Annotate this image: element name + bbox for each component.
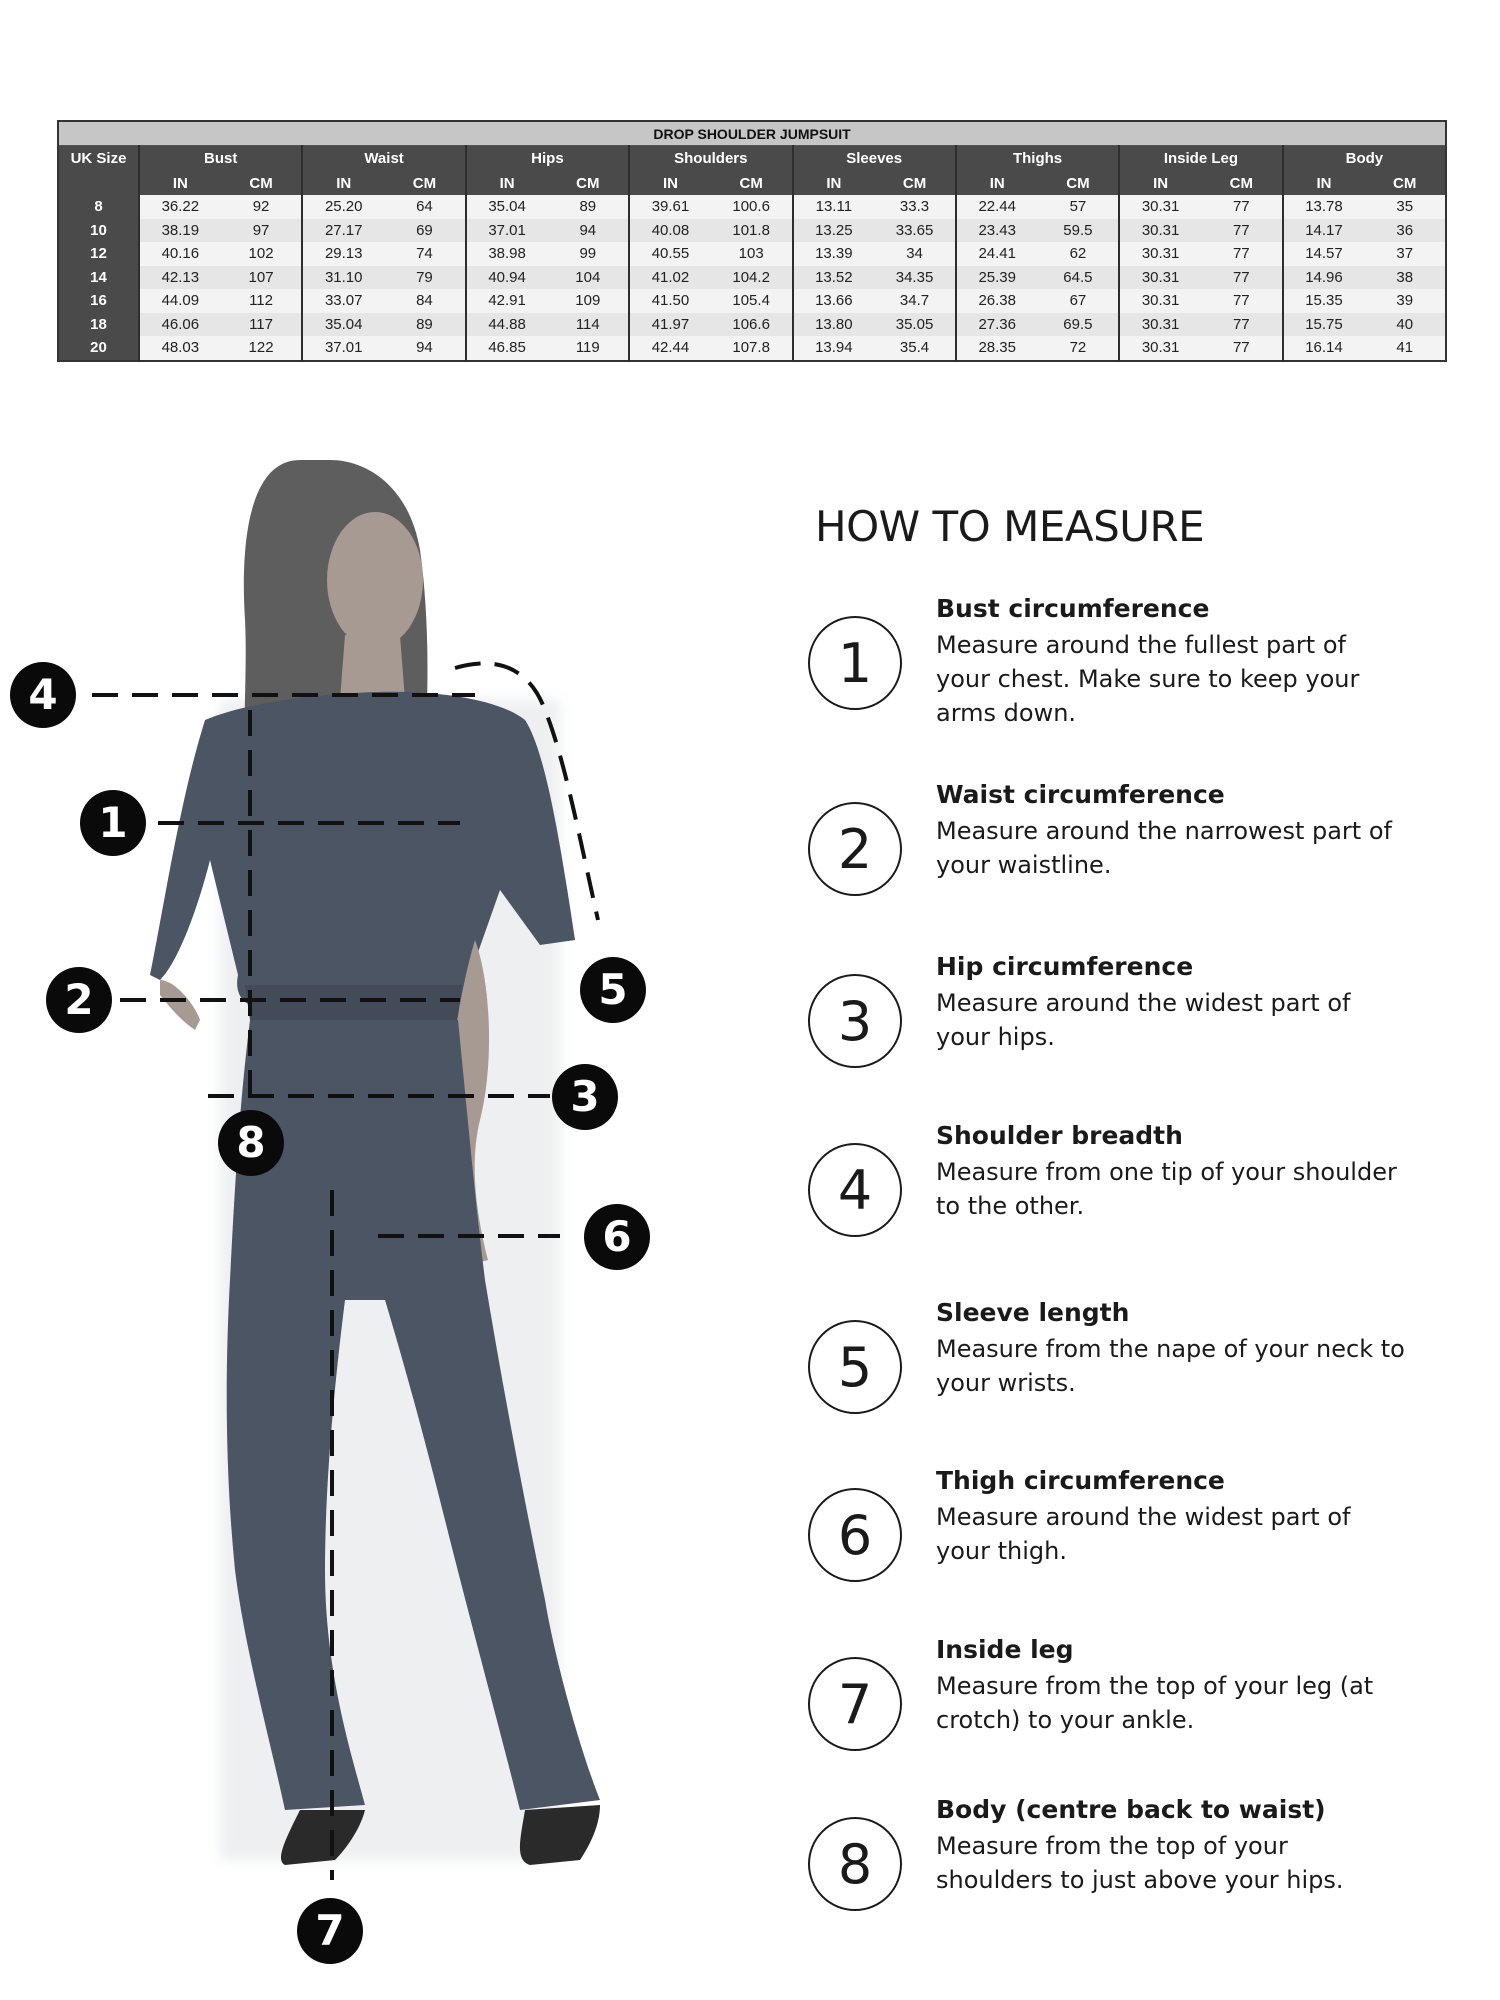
measurement-cell: 37.01 — [466, 219, 548, 243]
step-description: Measure around the widest part of your hips. — [936, 989, 1351, 1051]
step-description: Measure from one tip of your shoulder to the other. — [936, 1158, 1397, 1220]
step-number-circle: 3 — [808, 974, 902, 1068]
shoulders-header: Shoulders — [629, 146, 792, 172]
table-row — [58, 313, 1446, 337]
measurement-cell: 101.8 — [711, 219, 793, 243]
measurement-cell: 36 — [1364, 219, 1446, 243]
unit-header-cm: CM — [221, 171, 303, 195]
measurement-cell: 34.35 — [874, 266, 956, 290]
measurement-cell: 46.06 — [139, 313, 221, 337]
measurement-cell: 42.91 — [466, 289, 548, 313]
measurement-cell: 48.03 — [139, 336, 221, 361]
measurement-cell: 74 — [384, 242, 466, 266]
size-cell: 20 — [58, 336, 139, 361]
measurement-cell: 77 — [1201, 289, 1283, 313]
measurement-cell: 44.88 — [466, 313, 548, 337]
table-row — [58, 289, 1446, 313]
measurement-cell: 30.31 — [1119, 195, 1201, 219]
measurement-cell: 13.39 — [793, 242, 875, 266]
table-row — [58, 195, 1446, 219]
measurement-cell: 34.7 — [874, 289, 956, 313]
measurement-cell: 94 — [547, 219, 629, 243]
step-number-circle: 7 — [808, 1657, 902, 1751]
size-cell: 10 — [58, 219, 139, 243]
face-shape — [327, 512, 423, 648]
measurement-cell: 92 — [221, 195, 303, 219]
step-description: Measure from the top of your shoulders to just above your hips. — [936, 1832, 1344, 1894]
measurement-cell: 33.65 — [874, 219, 956, 243]
unit-header-cm: CM — [1364, 171, 1446, 195]
table-title: DROP SHOULDER JUMPSUIT — [58, 121, 1446, 146]
measurement-cell: 40 — [1364, 313, 1446, 337]
measurement-cell: 42.44 — [629, 336, 711, 361]
measurement-cell: 62 — [1038, 242, 1120, 266]
step-number-circle: 6 — [808, 1488, 902, 1582]
measurement-cell: 38 — [1364, 266, 1446, 290]
step-number-circle: 2 — [808, 802, 902, 896]
measurement-cell: 30.31 — [1119, 289, 1201, 313]
unit-header-cm: CM — [1038, 171, 1120, 195]
measurement-cell: 38.19 — [139, 219, 221, 243]
unit-header-cm: CM — [384, 171, 466, 195]
step-number-circle: 8 — [808, 1817, 902, 1911]
step-heading: Waist circumference — [936, 780, 1225, 809]
measurement-cell: 72 — [1038, 336, 1120, 361]
measurement-cell: 107.8 — [711, 336, 793, 361]
measurement-cell: 35.05 — [874, 313, 956, 337]
measurement-cell: 69.5 — [1038, 313, 1120, 337]
measurement-cell: 69 — [384, 219, 466, 243]
marker-1: 1 — [80, 790, 146, 856]
step-number-circle: 1 — [808, 616, 902, 710]
measurement-cell: 23.43 — [956, 219, 1038, 243]
measurement-cell: 27.17 — [302, 219, 384, 243]
measurement-cell: 40.94 — [466, 266, 548, 290]
unit-header-cm: CM — [874, 171, 956, 195]
measurement-cell: 41.97 — [629, 313, 711, 337]
waist-header: Waist — [302, 146, 465, 172]
measurement-cell: 114 — [547, 313, 629, 337]
measurement-cell: 77 — [1201, 219, 1283, 243]
measurement-cell: 104.2 — [711, 266, 793, 290]
uk-size-header: UK Size — [58, 146, 139, 172]
measurement-cell: 103 — [711, 242, 793, 266]
measurement-cell: 99 — [547, 242, 629, 266]
measurement-cell: 36.22 — [139, 195, 221, 219]
measurement-cell: 14.57 — [1283, 242, 1365, 266]
measurement-cell: 97 — [221, 219, 303, 243]
measurement-cell: 77 — [1201, 313, 1283, 337]
measurement-cell: 13.80 — [793, 313, 875, 337]
sleeves-header: Sleeves — [793, 146, 956, 172]
measurement-cell: 100.6 — [711, 195, 793, 219]
measurement-cell: 46.85 — [466, 336, 548, 361]
size-cell: 18 — [58, 313, 139, 337]
step-heading: Body (centre back to waist) — [936, 1795, 1326, 1824]
measurement-cell: 77 — [1201, 242, 1283, 266]
measurement-cell: 22.44 — [956, 195, 1038, 219]
measurement-cell: 34 — [874, 242, 956, 266]
size-cell: 8 — [58, 195, 139, 219]
measurement-cell: 15.35 — [1283, 289, 1365, 313]
measurement-cell: 77 — [1201, 336, 1283, 361]
thighs-header: Thighs — [956, 146, 1119, 172]
measurement-cell: 67 — [1038, 289, 1120, 313]
measurement-cell: 27.36 — [956, 313, 1038, 337]
measurement-cell: 26.38 — [956, 289, 1038, 313]
measurement-cell: 119 — [547, 336, 629, 361]
measurement-cell: 33.07 — [302, 289, 384, 313]
unit-header-cm: CM — [1201, 171, 1283, 195]
measurement-cell: 109 — [547, 289, 629, 313]
measurement-cell: 30.31 — [1119, 242, 1201, 266]
measurement-cell: 40.08 — [629, 219, 711, 243]
step-description: Measure from the top of your leg (at crotch) to your ankle. — [936, 1672, 1374, 1734]
measurement-cell: 38.98 — [466, 242, 548, 266]
measurement-cell: 30.31 — [1119, 336, 1201, 361]
measurement-cell: 40.55 — [629, 242, 711, 266]
step-heading: Thigh circumference — [936, 1466, 1225, 1495]
measurement-cell: 13.11 — [793, 195, 875, 219]
table-row — [58, 219, 1446, 243]
measurement-cell: 57 — [1038, 195, 1120, 219]
measurement-cell: 77 — [1201, 266, 1283, 290]
how-to-measure-title: HOW TO MEASURE — [815, 502, 1205, 551]
measurement-cell: 33.3 — [874, 195, 956, 219]
measurement-cell: 14.17 — [1283, 219, 1365, 243]
measurement-cell: 39.61 — [629, 195, 711, 219]
measurement-cell: 64.5 — [1038, 266, 1120, 290]
step-number-circle: 5 — [808, 1320, 902, 1414]
measurement-cell: 30.31 — [1119, 219, 1201, 243]
measurement-cell: 41.02 — [629, 266, 711, 290]
measurement-cell: 13.66 — [793, 289, 875, 313]
marker-8: 8 — [218, 1110, 284, 1176]
unit-header-in: IN — [466, 171, 548, 195]
measurement-cell: 31.10 — [302, 266, 384, 290]
measurement-cell: 41 — [1364, 336, 1446, 361]
measurement-cell: 13.52 — [793, 266, 875, 290]
measurement-cell: 24.41 — [956, 242, 1038, 266]
step-number-circle: 4 — [808, 1143, 902, 1237]
measurement-cell: 94 — [384, 336, 466, 361]
unit-header-in: IN — [793, 171, 875, 195]
measurement-cell: 79 — [384, 266, 466, 290]
body-header: Body — [1283, 146, 1446, 172]
measurement-cell: 77 — [1201, 195, 1283, 219]
step-heading: Hip circumference — [936, 952, 1194, 981]
table-row — [58, 242, 1446, 266]
step-description: Measure around the narrowest part of your waistline. — [936, 817, 1392, 879]
measurement-cell: 105.4 — [711, 289, 793, 313]
measurement-cell: 41.50 — [629, 289, 711, 313]
marker-6: 6 — [584, 1204, 650, 1270]
table-row — [58, 266, 1446, 290]
measurement-cell: 13.78 — [1283, 195, 1365, 219]
unit-header-in: IN — [302, 171, 384, 195]
measurement-cell: 28.35 — [956, 336, 1038, 361]
size-table-body — [58, 195, 1446, 361]
measurement-cell: 13.25 — [793, 219, 875, 243]
measurement-cell: 89 — [384, 313, 466, 337]
step-heading: Bust circumference — [936, 594, 1210, 623]
measurement-cell: 37.01 — [302, 336, 384, 361]
bust-header: Bust — [139, 146, 302, 172]
measurement-cell: 104 — [547, 266, 629, 290]
unit-header-in: IN — [1119, 171, 1201, 195]
measurement-cell: 25.39 — [956, 266, 1038, 290]
measurement-cell: 39 — [1364, 289, 1446, 313]
measurement-cell: 30.31 — [1119, 313, 1201, 337]
marker-3: 3 — [552, 1064, 618, 1130]
unit-header-in: IN — [956, 171, 1038, 195]
marker-4: 4 — [10, 662, 76, 728]
size-cell: 14 — [58, 266, 139, 290]
unit-header-in: IN — [1283, 171, 1365, 195]
size-cell: 12 — [58, 242, 139, 266]
measurement-cell: 35.04 — [466, 195, 548, 219]
step-description: Measure around the fullest part of your chest. Make sure to keep your arms down. — [936, 631, 1360, 727]
unit-header-in: IN — [629, 171, 711, 195]
measurement-cell: 122 — [221, 336, 303, 361]
step-description: Measure from the nape of your neck to your wrists. — [936, 1335, 1405, 1397]
unit-header-cm: CM — [547, 171, 629, 195]
measurement-cell: 14.96 — [1283, 266, 1365, 290]
marker-5: 5 — [580, 957, 646, 1023]
step-heading: Inside leg — [936, 1635, 1074, 1664]
measurement-cell: 13.94 — [793, 336, 875, 361]
unit-header-in: IN — [139, 171, 221, 195]
measurement-cell: 89 — [547, 195, 629, 219]
measurement-cell: 112 — [221, 289, 303, 313]
measurement-cell: 30.31 — [1119, 266, 1201, 290]
measurement-cell: 35.04 — [302, 313, 384, 337]
unit-header-blank — [58, 171, 139, 195]
measurement-cell: 44.09 — [139, 289, 221, 313]
measurement-cell: 16.14 — [1283, 336, 1365, 361]
step-heading: Sleeve length — [936, 1298, 1130, 1327]
measurement-cell: 84 — [384, 289, 466, 313]
measurement-cell: 15.75 — [1283, 313, 1365, 337]
measurement-cell: 40.16 — [139, 242, 221, 266]
measurement-cell: 35 — [1364, 195, 1446, 219]
hips-header: Hips — [466, 146, 629, 172]
measurement-cell: 102 — [221, 242, 303, 266]
marker-2: 2 — [46, 967, 112, 1033]
unit-header-cm: CM — [711, 171, 793, 195]
measurement-cell: 42.13 — [139, 266, 221, 290]
measurement-figure — [0, 420, 720, 2000]
measurement-cell: 107 — [221, 266, 303, 290]
size-chart-table — [57, 120, 1447, 362]
measurement-cell: 117 — [221, 313, 303, 337]
measurement-cell: 59.5 — [1038, 219, 1120, 243]
inside-leg-header: Inside Leg — [1119, 146, 1282, 172]
measurement-cell: 37 — [1364, 242, 1446, 266]
table-row — [58, 336, 1446, 361]
measurement-cell: 29.13 — [302, 242, 384, 266]
measurement-cell: 64 — [384, 195, 466, 219]
marker-7: 7 — [297, 1898, 363, 1964]
measurement-cell: 35.4 — [874, 336, 956, 361]
step-description: Measure around the widest part of your thigh. — [936, 1503, 1351, 1565]
measurement-cell: 25.20 — [302, 195, 384, 219]
size-cell: 16 — [58, 289, 139, 313]
measurement-cell: 106.6 — [711, 313, 793, 337]
step-heading: Shoulder breadth — [936, 1121, 1183, 1150]
